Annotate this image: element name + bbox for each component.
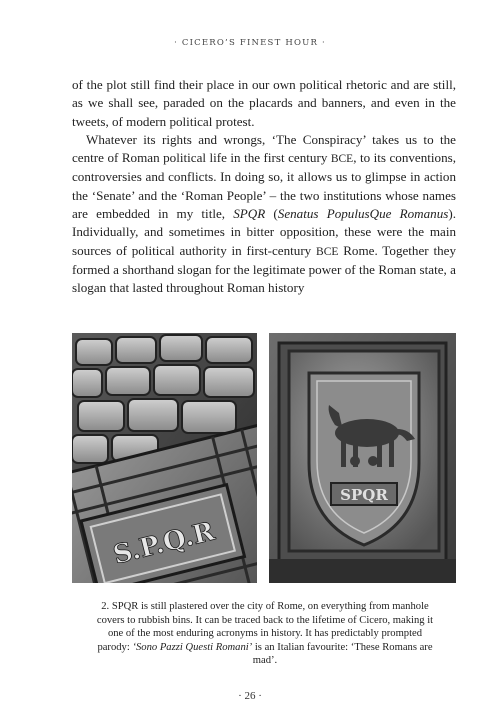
figure-2 xyxy=(72,333,456,583)
paragraph-1: of the plot still find their place in our own political rhetoric and are still, as we shall see, paraded on the placards and banners, and even in the tweets, of modern political protest. xyxy=(72,77,456,129)
paragraph-2-text-b: , to its conventions, controversies and conflicts. In doing so, it allows us to glimpse in action the ‘Senate’ and the ‘Roman People’ – the two institutions whose names are embedded in my title, xyxy=(72,150,457,222)
running-head: · CICERO’S FINEST HOUR · xyxy=(174,38,326,48)
caption-text-b: is an Italian favourite: ‘These Romans are mad’. xyxy=(252,641,433,667)
spqr-title: SPQR xyxy=(233,206,266,222)
paragraph-2 xyxy=(72,131,456,298)
manhole-cover-photo xyxy=(72,333,257,583)
plaque-inscription: SPQR xyxy=(340,486,388,504)
bin-plaque-image xyxy=(269,333,456,583)
manhole-inscription: S.P.Q.R xyxy=(110,516,218,571)
latin-phrase: Senatus PopulusQue Romanus xyxy=(277,206,449,222)
bce-abbrev: BCE xyxy=(316,245,339,258)
figure-caption xyxy=(95,600,435,668)
paragraph-2-text-d: ). Individually, and sometimes in bitter opposition, these were the main sources of political authority in first-century xyxy=(72,206,456,258)
caption-text-a: 2. SPQR is still plastered over the city of Rome, on everything from manhole covers to rubbish bins. It can be traced back to the lifetime of Cicero, making it one of the most enduring acronyms in history. It has predictably prompted parody: xyxy=(96,601,434,653)
paragraph-2-text-e: Rome. Together they formed a shorthand slogan for the legitimate power of the Roman state, a slogan that lasted throughout Roman history xyxy=(72,242,456,296)
body-text xyxy=(72,76,456,298)
page-number: · 26 · xyxy=(238,690,262,702)
paragraph-2-text-c: ( xyxy=(265,206,278,222)
paragraph-2-text-a: Whatever its rights and wrongs, ‘The Conspiracy’ takes us to the centre of Roman political life in the first century xyxy=(72,131,456,166)
manhole-cover-image xyxy=(72,333,257,583)
caption-parody: ‘Sono Pazzi Questi Romani’ xyxy=(132,641,253,653)
bin-plaque-photo xyxy=(269,333,456,583)
bce-abbrev: BCE xyxy=(330,153,354,166)
